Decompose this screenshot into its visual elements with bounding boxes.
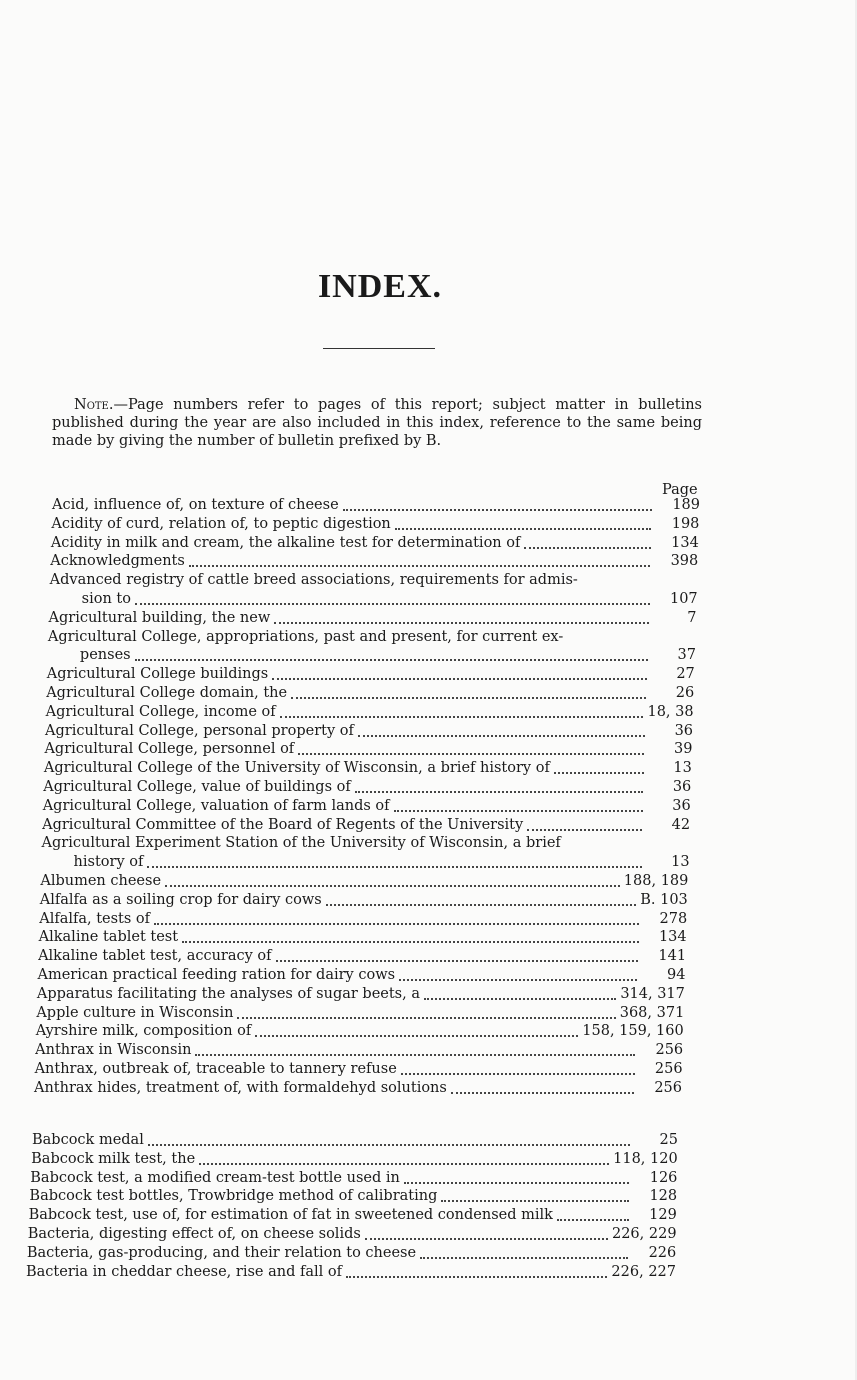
index-entry <box>34 1079 682 1097</box>
dot-leader <box>154 922 639 925</box>
index-entry-page: 398 <box>670 553 699 570</box>
dot-leader <box>346 1275 607 1278</box>
dot-leader <box>424 997 616 1000</box>
dot-leader <box>404 1181 630 1184</box>
index-entry-text: Agricultural Experiment Station of the University of Wisconsin, a brief <box>41 835 561 852</box>
index-entry <box>47 665 695 683</box>
index-entry-text: Babcock test bottles, Trowbridge method of calibrating <box>29 1188 438 1205</box>
dot-leader <box>365 1237 608 1240</box>
dot-leader <box>298 752 644 755</box>
index-entry-page: 118, 120 <box>613 1150 678 1167</box>
dot-leader <box>148 1143 630 1146</box>
dot-leader <box>274 621 648 624</box>
index-entry-text: Bacteria, digesting effect of, on cheese solids <box>27 1226 361 1242</box>
index-entry <box>28 1225 677 1243</box>
index-entry <box>46 703 694 721</box>
dot-leader <box>195 1053 635 1056</box>
dot-leader <box>237 1016 615 1019</box>
index-entry <box>51 515 699 533</box>
index-entry-text: Albumen cheese <box>40 873 162 889</box>
index-entry-page: 188, 189 <box>623 873 689 889</box>
index-entry <box>38 947 686 965</box>
index-entry-page: 198 <box>671 515 700 532</box>
index-entry-page: 26 <box>675 685 695 701</box>
index-entry-page: 7 <box>687 609 697 626</box>
index-entry <box>37 985 685 1003</box>
index-entry <box>29 1187 677 1205</box>
index-entry-text: Bacteria, gas-producing, and their relation to cheese <box>26 1244 417 1261</box>
index-entry <box>29 1206 677 1224</box>
index-entry-text: Agricultural College domain, the <box>46 685 288 701</box>
index-entry-text: Agricultural building, the new <box>48 609 271 626</box>
index-entry <box>31 1150 678 1168</box>
dot-leader <box>280 715 644 718</box>
index-entry-page: 94 <box>667 967 686 983</box>
index-entry <box>36 1004 684 1022</box>
index-entry <box>44 759 692 777</box>
index-entry <box>43 797 691 815</box>
index-entry <box>35 1060 683 1078</box>
index-entry-text: Alfalfa as a soiling crop for dairy cows <box>39 891 322 908</box>
index-entry-page: 278 <box>659 910 688 927</box>
note-label: Note. <box>74 397 114 413</box>
index-entry-text: Agricultural College, personnel of <box>44 741 295 758</box>
index-entry-text: Babcock test, a modified cream-test bottle used in <box>30 1169 400 1186</box>
index-entry-text: Anthrax, outbreak of, traceable to tannery refuse <box>34 1061 397 1077</box>
index-entry-text: Acknowledgments <box>50 553 185 570</box>
dot-leader <box>394 809 643 812</box>
index-note <box>52 396 702 450</box>
index-entry-page: 42 <box>671 816 691 833</box>
title-rule <box>323 348 435 349</box>
index-entry-text: Agricultural College, value of buildings of <box>43 779 351 795</box>
index-entry-page: B. 103 <box>640 891 688 908</box>
index-entry-page: 129 <box>649 1207 677 1224</box>
dot-leader <box>401 1072 635 1075</box>
index-entry-page: 36 <box>672 779 692 795</box>
index-entry <box>49 609 697 627</box>
index-entry-text: Agricultural College, appropriations, past and present, for current ex- <box>47 628 564 645</box>
index-entry <box>39 928 687 946</box>
index-entry <box>82 590 698 608</box>
index-entry-text: Alfalfa, tests of <box>39 910 151 927</box>
index-entry <box>26 1263 676 1281</box>
index-entry-page: 126 <box>649 1169 678 1186</box>
index-entry <box>39 910 687 928</box>
index-entry-text: Alkaline tablet test <box>38 929 179 946</box>
dot-leader <box>199 1162 609 1165</box>
index-entry-text: Babcock test, use of, for estimation of fat in sweetened condensed milk <box>28 1207 553 1224</box>
index-entry <box>52 496 700 514</box>
dot-leader <box>524 546 650 549</box>
index-entry <box>42 816 690 834</box>
dot-leader <box>291 696 646 699</box>
index-entry-continuation: penses <box>79 647 131 664</box>
index-entry-text: Agricultural College of the University of Wisconsin, a brief history of <box>43 760 550 777</box>
index-entry-page: 36 <box>672 797 691 814</box>
index-entry-page: 134 <box>658 929 687 946</box>
index-entry <box>36 1022 684 1040</box>
index-entry-text: Apple culture in Wisconsin <box>36 1004 234 1021</box>
dot-leader <box>276 959 639 962</box>
index-entry <box>40 891 688 909</box>
index-entry <box>44 740 692 758</box>
dot-leader <box>182 940 639 943</box>
note-text: —Page numbers refer to pages of this report; subject matter in bulletins published during the year are also included in this index, reference to the same being made by giving the number of bulletin prefixed by B. <box>52 397 702 449</box>
dot-leader <box>343 508 652 511</box>
dot-leader <box>395 527 652 530</box>
index-entry <box>30 1169 677 1187</box>
index-entry-continuation: history of <box>73 854 144 871</box>
index-entry <box>51 534 699 552</box>
index-entry-page: 256 <box>654 1079 682 1096</box>
page-column-header: Page <box>662 482 698 498</box>
dot-leader <box>135 602 650 605</box>
dot-leader <box>399 978 637 981</box>
index-entry <box>74 853 690 871</box>
dot-leader <box>165 884 620 887</box>
index-entry-page: 39 <box>673 741 693 758</box>
index-entry <box>35 1041 683 1059</box>
index-entry-page: 25 <box>659 1132 678 1148</box>
dot-leader <box>272 677 647 680</box>
dot-leader <box>189 564 650 567</box>
index-entry-page: 13 <box>673 760 692 777</box>
index-entry-text: Agricultural College, income of <box>45 703 276 720</box>
index-entry-page: 314, 317 <box>620 985 685 1002</box>
index-entry-text: Babcock milk test, the <box>31 1150 196 1167</box>
dot-leader <box>420 1256 628 1259</box>
index-entry-text: Agricultural College, valuation of farm lands of <box>42 797 390 814</box>
index-entry-text: Babcock medal <box>32 1132 144 1148</box>
index-entry-page: 18, 38 <box>647 703 694 720</box>
index-entry-text: Agricultural College, personal property of <box>45 722 354 739</box>
dot-leader <box>358 734 645 737</box>
page-title: INDEX. <box>317 268 443 305</box>
index-entry-text: Agricultural Committee of the Board of Regents of the University <box>42 816 524 833</box>
index-entry-page: 226, 229 <box>611 1226 677 1242</box>
dot-leader <box>326 903 636 906</box>
index-entry-page: 226, 227 <box>611 1263 676 1280</box>
dot-leader <box>147 865 641 868</box>
index-entry-text: Acidity in milk and cream, the alkaline test for determination of <box>50 534 521 551</box>
index-entry-text: Ayrshire milk, composition of <box>35 1023 252 1040</box>
index-entry <box>80 646 696 664</box>
dot-leader <box>451 1091 634 1094</box>
index-entry-text: Anthrax in Wisconsin <box>35 1042 192 1059</box>
index-entry-page: 27 <box>676 666 695 683</box>
index-entry-page: 141 <box>658 948 687 965</box>
dot-leader <box>255 1034 578 1037</box>
index-entry-text: Advanced registry of cattle breed associations, requirements for admis- <box>49 572 578 589</box>
index-entry <box>40 872 688 890</box>
index-entry <box>37 966 685 984</box>
index-entry-continuation: sion to <box>81 591 131 607</box>
index-entry-text: Apparatus facilitating the analyses of sugar beets, a <box>36 985 420 1002</box>
index-entry-page: 13 <box>671 854 690 871</box>
index-entry-text: American practical feeding ration for dairy cows <box>37 967 396 983</box>
index-entry-text: Acid, influence of, on texture of cheese <box>52 497 339 513</box>
index-entry-text: Acidity of curd, relation of, to peptic digestion <box>51 515 391 532</box>
index-entry-page: 134 <box>671 534 699 551</box>
index-entry-page: 189 <box>672 497 700 513</box>
index-entry-page: 368, 371 <box>619 1004 685 1021</box>
index-entry <box>43 778 691 796</box>
dot-leader <box>554 771 644 774</box>
dot-leader <box>557 1218 629 1221</box>
dot-leader <box>135 658 648 661</box>
index-entry <box>27 1244 676 1262</box>
dot-leader <box>527 828 642 831</box>
dot-leader <box>441 1199 629 1202</box>
index-entry-page: 158, 159, 160 <box>582 1023 684 1040</box>
index-entry-page: 36 <box>674 722 694 739</box>
index-entry <box>45 722 693 740</box>
dot-leader <box>355 790 644 793</box>
index-entry-text: Alkaline tablet test, accuracy of <box>38 948 272 965</box>
index-entry-text: Anthrax hides, treatment of, with formaldehyd solutions <box>34 1079 447 1096</box>
index-entry <box>32 1131 678 1149</box>
index-entry <box>46 684 694 702</box>
index-entry-page: 128 <box>649 1188 678 1205</box>
index-entry <box>50 552 698 570</box>
index-entry-page: 37 <box>677 647 696 664</box>
index-entry-text: Bacteria in cheddar cheese, rise and fall of <box>26 1263 342 1280</box>
index-entry-page: 256 <box>654 1061 683 1077</box>
index-entry-text: Agricultural College buildings <box>46 666 269 683</box>
index-entry-page: 107 <box>669 591 698 607</box>
index-entry-page: 226 <box>648 1244 677 1261</box>
index-entry-page: 256 <box>655 1042 684 1059</box>
